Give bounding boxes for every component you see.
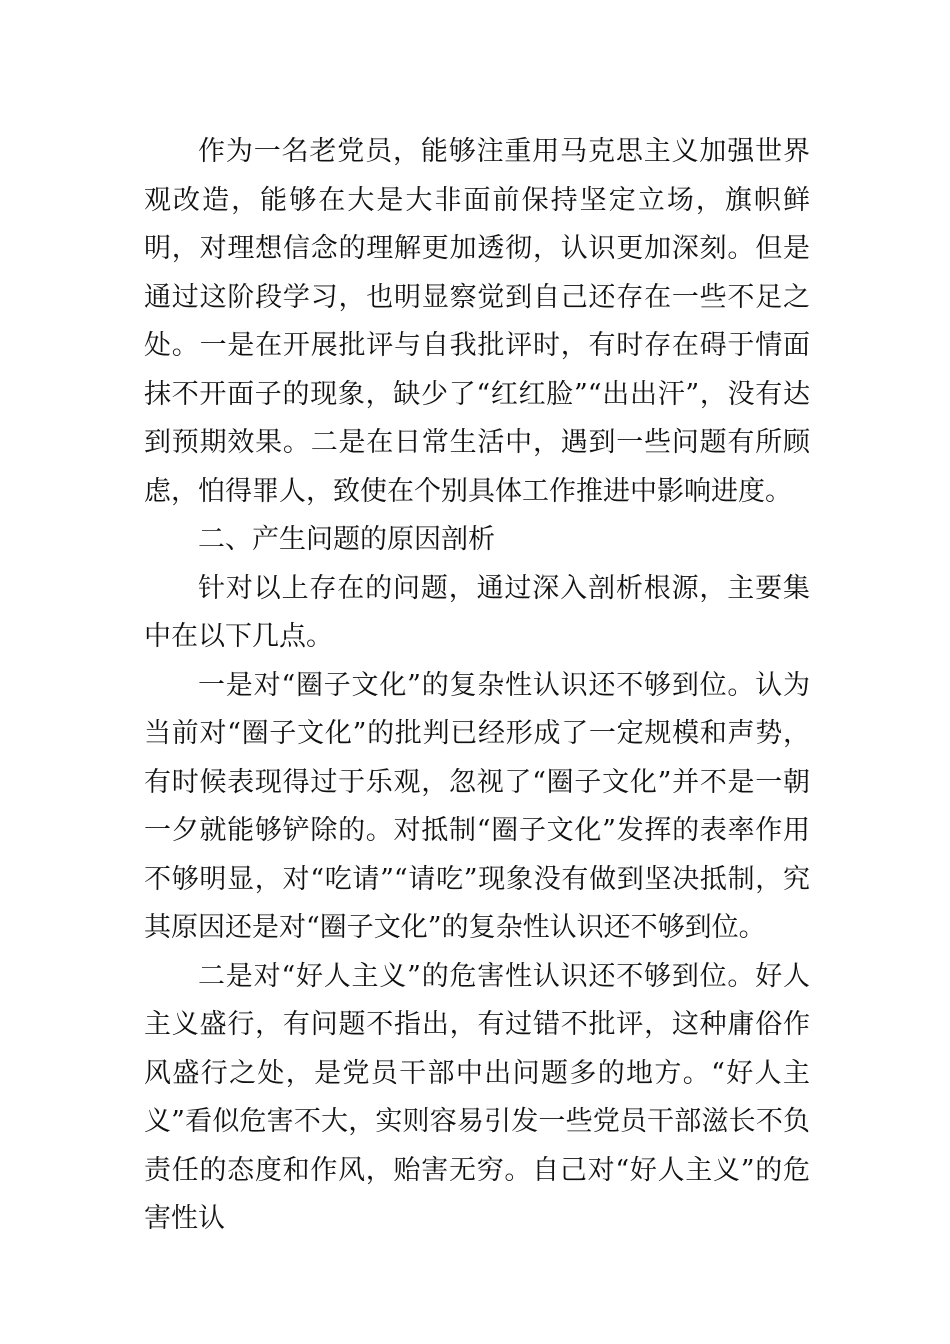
document-body [144, 128, 810, 1244]
paragraph-good-man-ism: 二是对“好人主义”的危害性认识还不够到位。好人主义盛行，有问题不指出，有过错不批评，这种庸俗作风盛行之处，是党员干部中出问题多的地方。“好人主义”看似危害不大，实则容易引发一些党员干部滋长不负责任的态度和作风，贻害无穷。自己对“好人主义”的危害性认 [144, 960, 810, 1234]
paragraph-circle-culture: 一是对“圈子文化”的复杂性认识还不够到位。认为当前对“圈子文化”的批判已经形成了一定规模和声势，有时候表现得过于乐观，忽视了“圈子文化”并不是一朝一夕就能够铲除的。对抵制“圈子文化”发挥的表率作用不够明显，对“吃请”“请吃”现象没有做到坚决抵制，究其原因还是对“圈子文化”的复杂性认识还不够到位。 [144, 669, 810, 943]
section-heading-cause-analysis: 二、产生问题的原因剖析 [198, 524, 495, 555]
paragraph-self-assessment: 作为一名老党员，能够注重用马克思主义加强世界观改造，能够在大是大非面前保持坚定立场，旗帜鲜明，对理想信念的理解更加透彻，认识更加深刻。但是通过这阶段学习，也明显察觉到自己还存在一些不足之处。一是在开展批评与自我批评时，有时存在碍于情面抹不开面子的现象，缺少了“红红脸”“出出汗”，没有达到预期效果。二是在日常生活中，遇到一些问题有所顾虑，怕得罪人，致使在个别具体工作推进中影响进度。 [144, 136, 810, 507]
paragraph-intro-causes: 针对以上存在的问题，通过深入剖析根源，主要集中在以下几点。 [144, 572, 810, 652]
